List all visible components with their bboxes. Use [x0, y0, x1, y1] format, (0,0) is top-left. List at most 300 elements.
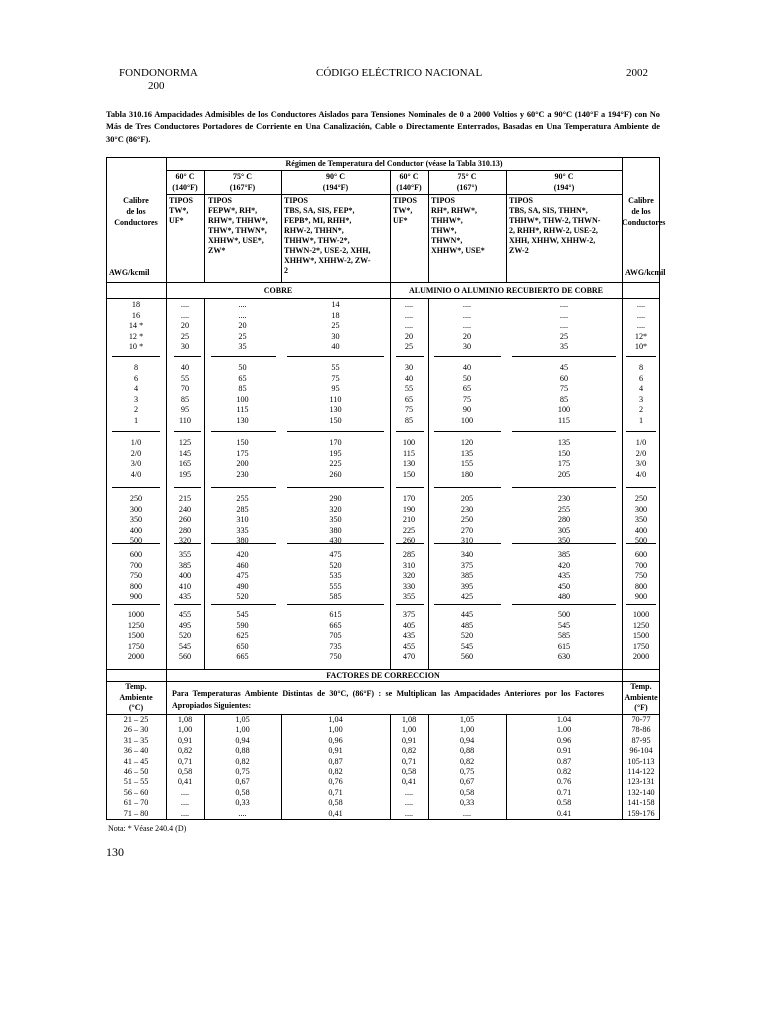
table-cell: 355	[402, 592, 416, 601]
table-cell: ....	[636, 310, 646, 320]
table-cell: 590	[236, 620, 249, 630]
group-separator	[211, 487, 276, 488]
table-cell: 145	[178, 448, 192, 458]
group-separator	[174, 356, 201, 357]
temp-a75: 75° C (167°)	[456, 172, 478, 192]
table-cell: 800	[129, 581, 143, 591]
temp-f-header: Temp. Ambiente (°F)	[624, 682, 658, 712]
correction-cell: 0,82	[328, 767, 343, 776]
table-cell: 35	[559, 342, 569, 351]
table-cell: 180	[460, 469, 474, 479]
table-cell: 430	[329, 536, 342, 545]
table-cell: 10 *	[128, 342, 144, 351]
table-cell: 600	[129, 550, 143, 559]
factores-text: Para Temperaturas Ambiente Distintas de 30°C, (86°F) : se Multiplican las Ampacidades Anteriores por los Factores Apropiados Siguientes:	[172, 689, 604, 710]
table-cell: 16	[131, 310, 141, 320]
table-cell: 435	[557, 571, 571, 580]
correction-cell: ....	[404, 787, 414, 797]
correction-cell: 1,00	[177, 725, 193, 735]
table-cell: 900	[129, 592, 143, 601]
table-cell: 50	[238, 363, 247, 372]
correction-cell: 0,82	[459, 756, 475, 766]
table-cell: 435	[402, 631, 416, 640]
table-cell: ....	[559, 321, 569, 330]
table-cell: 2000	[632, 652, 650, 661]
table-cell: 135	[557, 438, 571, 447]
correction-cell: 78-86	[631, 725, 651, 735]
correction-cell: 1,00	[401, 725, 417, 735]
table-cell: 100	[460, 415, 474, 425]
table-cell: 385	[460, 571, 474, 580]
correction-cell: 0,82	[235, 756, 250, 766]
table-cell: 100	[236, 394, 249, 404]
table-cell: 225	[402, 525, 416, 535]
correction-cell: 141-158	[627, 798, 655, 808]
table-cell: 470	[402, 652, 416, 661]
table-cell: 2	[638, 405, 644, 414]
table-cell: 425	[460, 592, 474, 601]
table-cell: 4	[638, 384, 644, 393]
table-cell: 320	[329, 504, 342, 514]
table-cell: 615	[329, 610, 342, 619]
table-cell: 350	[557, 536, 571, 545]
group-separator	[512, 431, 616, 432]
table-cell: 520	[329, 560, 342, 570]
table-cell: 115	[236, 405, 249, 414]
correction-cell: 0,71	[401, 756, 417, 766]
header-title: CÓDIGO ELÉCTRICO NACIONAL	[316, 67, 483, 79]
table-cell: 615	[557, 641, 571, 651]
correction-cell: 1,00	[235, 725, 250, 735]
table-cell: 130	[236, 415, 249, 425]
group-separator	[174, 487, 201, 488]
table-cell: 55	[180, 373, 190, 383]
table-cell: 50	[462, 373, 472, 383]
group-separator	[211, 604, 276, 605]
table-cell: 535	[329, 571, 342, 580]
table-cell: 6	[133, 373, 139, 383]
header-year: 2002	[626, 67, 648, 79]
table-cell: 240	[178, 504, 192, 514]
tipos-a75: TIPOS RH*, RHW*, THHW*, THW*, THWN*, XHHW*, USE*	[431, 196, 485, 255]
group-separator	[434, 604, 501, 605]
correction-cell: 0,75	[235, 767, 250, 776]
table-cell: 6	[638, 373, 644, 383]
table-cell: 255	[236, 494, 249, 503]
correction-cell: 0.71	[556, 787, 572, 797]
correction-cell: 1,08	[401, 715, 417, 724]
table-cell: 1750	[127, 641, 145, 651]
table-cell: 545	[236, 610, 249, 619]
table-cell: 450	[557, 581, 571, 591]
page-number: 130	[106, 845, 124, 859]
table-cell: 10*	[634, 342, 648, 351]
table-cell: 1/0	[635, 438, 647, 447]
correction-cell: 0,71	[177, 756, 193, 766]
table-cell: 585	[557, 631, 571, 640]
group-separator	[287, 487, 384, 488]
table-cell: 3/0	[130, 459, 142, 468]
table-cell: 490	[236, 581, 249, 591]
table-cell: 320	[178, 536, 192, 545]
table-cell: 1500	[632, 631, 650, 640]
correction-cell: 0,58	[459, 787, 475, 797]
table-cell: 95	[180, 405, 190, 414]
table-cell: 385	[557, 550, 571, 559]
table-cell: 475	[329, 550, 342, 559]
table-cell: 65	[404, 394, 414, 404]
table-cell: 2	[133, 405, 139, 414]
table-cell: 310	[460, 536, 474, 545]
table-cell: 115	[558, 415, 570, 425]
table-cell: 75	[404, 405, 414, 414]
table-cell: 395	[460, 581, 474, 591]
group-separator	[211, 356, 276, 357]
table-cell: 630	[557, 652, 571, 661]
table-cell: 445	[460, 610, 474, 619]
group-separator	[112, 356, 160, 357]
table-cell: ....	[238, 310, 247, 320]
table-cell: 260	[329, 469, 342, 479]
correction-cell: 105-113	[627, 756, 655, 766]
correction-cell: 21 – 25	[123, 715, 149, 724]
table-cell: 35	[238, 342, 247, 351]
table-cell: 205	[460, 494, 474, 503]
table-cell: 380	[236, 536, 249, 545]
temp-a90: 90° C (194°)	[553, 172, 575, 192]
table-cell: 700	[634, 560, 648, 570]
table-cell: 300	[634, 504, 648, 514]
correction-cell: 1,05	[459, 715, 475, 724]
table-cell: 665	[236, 652, 249, 661]
group-separator	[112, 431, 160, 432]
table-cell: 210	[402, 515, 416, 524]
table-cell: 30	[331, 331, 340, 341]
correction-cell: 41 – 45	[123, 756, 149, 766]
table-cell: 410	[178, 581, 192, 591]
awg-header-left: AWG/kcmil	[109, 268, 150, 277]
table-cell: 18	[131, 300, 141, 309]
group-separator	[112, 604, 160, 605]
table-cell: ....	[559, 310, 569, 320]
table-cell: 625	[236, 631, 249, 640]
group-separator	[434, 431, 501, 432]
correction-cell: ....	[180, 808, 190, 818]
table-cell: 750	[129, 571, 143, 580]
table-cell: 100	[557, 405, 571, 414]
table-cell: 25	[404, 342, 414, 351]
table-cell: 20	[462, 331, 472, 341]
correction-cell: 0,94	[459, 735, 475, 745]
table-cell: 40	[180, 363, 190, 372]
correction-cell: 0,75	[459, 767, 475, 776]
rule	[106, 819, 660, 820]
table-cell: ....	[404, 321, 414, 330]
table-cell: 230	[460, 504, 474, 514]
table-cell: 1000	[127, 610, 145, 619]
correction-cell: 26 – 30	[123, 725, 149, 735]
correction-cell: 1,00	[459, 725, 475, 735]
correction-cell: ....	[180, 787, 190, 797]
group-separator	[512, 604, 616, 605]
table-cell: 20	[404, 331, 414, 341]
group-separator	[512, 487, 616, 488]
cobre-header: COBRE	[263, 286, 293, 295]
table-cell: 420	[557, 560, 571, 570]
table-cell: 600	[634, 550, 648, 559]
group-separator	[626, 431, 656, 432]
table-cell: 485	[460, 620, 474, 630]
table-cell: 25	[238, 331, 247, 341]
table-cell: 25	[180, 331, 190, 341]
table-cell: 260	[178, 515, 192, 524]
table-cell: 460	[236, 560, 249, 570]
table-cell: 330	[402, 581, 416, 591]
table-cell: 650	[236, 641, 249, 651]
table-cell: 750	[634, 571, 648, 580]
table-cell: 30	[180, 342, 190, 351]
correction-cell: 61 – 70	[123, 798, 149, 808]
table-cell: 520	[460, 631, 474, 640]
table-cell: 435	[178, 592, 192, 601]
table-cell: 350	[329, 515, 342, 524]
table-cell: 1000	[632, 610, 650, 619]
table-cell: 85	[559, 394, 569, 404]
correction-cell: 0,33	[459, 798, 475, 808]
table-cell: 150	[236, 438, 249, 447]
correction-cell: 0,67	[235, 777, 250, 787]
table-cell: 250	[634, 494, 648, 503]
group-separator	[287, 356, 384, 357]
correction-cell: 0,91	[401, 735, 417, 745]
table-cell: 170	[402, 494, 416, 503]
table-cell: 255	[557, 504, 571, 514]
table-cell: 120	[460, 438, 474, 447]
table-cell: 480	[557, 592, 571, 601]
table-cell: 475	[236, 571, 249, 580]
table-cell: 4	[133, 384, 139, 393]
correction-cell: 0.96	[556, 735, 572, 745]
table-cell: 125	[178, 438, 192, 447]
table-cell: 18	[331, 310, 340, 320]
correction-cell: 87-95	[631, 735, 651, 745]
table-cell: 305	[557, 525, 571, 535]
table-cell: 225	[329, 459, 342, 468]
group-separator	[396, 487, 424, 488]
footnote: Nota: * Véase 240.4 (D)	[108, 824, 187, 833]
table-cell: 8	[638, 363, 644, 372]
table-cell: 12 *	[128, 331, 144, 341]
correction-cell: 0,91	[177, 735, 193, 745]
group-separator	[434, 356, 501, 357]
table-cell: 175	[236, 448, 249, 458]
table-cell: 155	[460, 459, 474, 468]
table-cell: 520	[178, 631, 192, 640]
table-cell: 40	[462, 363, 472, 372]
table-cell: 150	[329, 415, 342, 425]
table-cell: 380	[329, 525, 342, 535]
table-cell: 1	[133, 415, 139, 425]
table-cell: 70	[180, 384, 190, 393]
table-cell: 100	[402, 438, 416, 447]
correction-cell: 0,91	[328, 746, 343, 756]
group-separator	[211, 431, 276, 432]
correction-cell: 114-122	[627, 767, 655, 776]
table-cell: 3	[638, 394, 644, 404]
correction-cell: 0,71	[328, 787, 343, 797]
correction-cell: ....	[462, 808, 472, 818]
group-separator	[112, 487, 160, 488]
table-cell: 405	[402, 620, 416, 630]
table-cell: 14	[331, 300, 340, 309]
table-cell: 170	[329, 438, 342, 447]
table-cell: ....	[180, 300, 190, 309]
table-cell: 12*	[634, 331, 648, 341]
correction-cell: 0,58	[328, 798, 343, 808]
table-cell: 8	[133, 363, 139, 372]
table-cell: 3	[133, 394, 139, 404]
temp-a60: 60° C (140°F)	[396, 172, 422, 192]
table-cell: 280	[557, 515, 571, 524]
group-separator	[626, 487, 656, 488]
correction-cell: 71 – 80	[123, 808, 149, 818]
table-cell: 420	[236, 550, 249, 559]
table-cell: ....	[404, 300, 414, 309]
table-cell: 55	[331, 363, 340, 372]
header-org-sub: 200	[148, 80, 165, 92]
table-cell: 110	[179, 415, 191, 425]
table-cell: 75	[331, 373, 340, 383]
correction-cell: 0.82	[556, 767, 572, 776]
correction-cell: 36 – 40	[123, 746, 149, 756]
correction-cell: 0,88	[459, 746, 475, 756]
table-cell: 65	[462, 384, 472, 393]
correction-cell: 0,41	[177, 777, 193, 787]
group-separator	[626, 604, 656, 605]
group-separator	[626, 356, 656, 357]
table-cell: 135	[460, 448, 474, 458]
correction-cell: 31 – 35	[123, 735, 149, 745]
tipos-a90: TIPOS TBS, SA, SIS, THHN*, THHW*, THW-2, THWN- 2, RHH*, RHW-2, USE-2, XHH, XHHW, XHHW-2, ZW-2	[509, 196, 601, 255]
table-cell: 290	[329, 494, 342, 503]
table-cell: 2/0	[130, 448, 142, 458]
table-cell: 285	[402, 550, 416, 559]
correction-cell: ....	[180, 798, 190, 808]
table-cell: 95	[331, 384, 340, 393]
table-cell: 900	[634, 592, 648, 601]
table-cell: 310	[402, 560, 416, 570]
awg-header-right: AWG/kcmil	[625, 268, 666, 277]
correction-cell: 1,05	[235, 715, 250, 724]
correction-cell: 0,88	[235, 746, 250, 756]
correction-cell: 56 – 60	[123, 787, 149, 797]
correction-cell: 0,58	[177, 767, 193, 776]
table-cell: 40	[404, 373, 414, 383]
group-separator	[396, 356, 424, 357]
table-cell: 250	[129, 494, 143, 503]
table-cell: 500	[129, 536, 143, 545]
table-cell: 520	[236, 592, 249, 601]
table-cell: 60	[559, 373, 569, 383]
table-cell: 400	[129, 525, 143, 535]
table-cell: 45	[559, 363, 569, 372]
table-cell: 90	[462, 405, 472, 414]
correction-cell: 159-176	[627, 808, 655, 818]
correction-cell: 70-77	[631, 715, 651, 724]
table-cell: 14 *	[128, 321, 144, 330]
table-cell: 4/0	[635, 469, 647, 479]
correction-cell: 46 – 50	[123, 767, 149, 776]
table-cell: 800	[634, 581, 648, 591]
regimen-header: Régimen de Temperatura del Conductor (véase la Tabla 310.13)	[285, 159, 503, 168]
group-separator	[396, 431, 424, 432]
table-cell: 85	[238, 384, 247, 393]
table-cell: 385	[178, 560, 192, 570]
table-cell: 545	[178, 641, 192, 651]
table-cell: ....	[404, 310, 414, 320]
correction-cell: 0,76	[328, 777, 343, 787]
table-cell: 230	[557, 494, 571, 503]
table-cell: 2000	[127, 652, 145, 661]
table-cell: 85	[180, 394, 190, 404]
ampacity-table	[106, 157, 666, 820]
correction-cell: 1.00	[556, 725, 572, 735]
table-cell: 560	[460, 652, 474, 661]
table-cell: ....	[462, 321, 472, 330]
group-separator	[287, 431, 384, 432]
table-cell: 555	[329, 581, 342, 591]
rule	[166, 194, 622, 195]
table-cell: 130	[402, 459, 416, 468]
temp-c90: 90° C (194°F)	[322, 172, 349, 192]
table-cell: 75	[462, 394, 472, 404]
correction-cell: 96-104	[629, 746, 653, 756]
correction-cell: 0.91	[556, 746, 572, 756]
table-cell: 3/0	[635, 459, 647, 468]
table-cell: 350	[129, 515, 143, 524]
table-cell: ....	[559, 300, 569, 309]
table-cell: 495	[178, 620, 192, 630]
correction-cell: 0,58	[235, 787, 250, 797]
table-cell: 1	[638, 415, 644, 425]
tipos-c90: TIPOS TBS, SA, SIS, FEP*, FEPB*, MI, RHH*, RHW-2, THHN*, THHW*, THW-2*, THWN-2*, USE-2, XHH, XHHW*, XHHW-2, ZW- 2	[284, 196, 371, 275]
correction-cell: 0,41	[328, 808, 343, 818]
rule	[106, 681, 660, 682]
group-separator	[174, 431, 201, 432]
table-cell: 545	[557, 620, 571, 630]
correction-cell: 1,00	[328, 725, 343, 735]
table-cell: 260	[402, 536, 416, 545]
calibre-header-right: Calibre de los Conductores	[622, 196, 666, 227]
table-cell: 455	[402, 641, 416, 651]
table-cell: 40	[331, 342, 340, 351]
correction-cell: 123-131	[627, 777, 655, 787]
correction-cell: 0,82	[401, 746, 417, 756]
table-cell: 280	[178, 525, 192, 535]
table-cell: 2/0	[635, 448, 647, 458]
table-cell: 285	[236, 504, 249, 514]
table-cell: ....	[636, 300, 646, 309]
correction-cell: ....	[404, 808, 414, 818]
table-cell: 20	[180, 321, 190, 330]
table-cell: 230	[236, 469, 249, 479]
table-cell: 500	[557, 610, 571, 619]
table-cell: 665	[329, 620, 342, 630]
group-separator	[396, 604, 424, 605]
correction-cell: 0,82	[177, 746, 193, 756]
group-separator	[512, 356, 616, 357]
correction-cell: 0.58	[556, 798, 572, 808]
